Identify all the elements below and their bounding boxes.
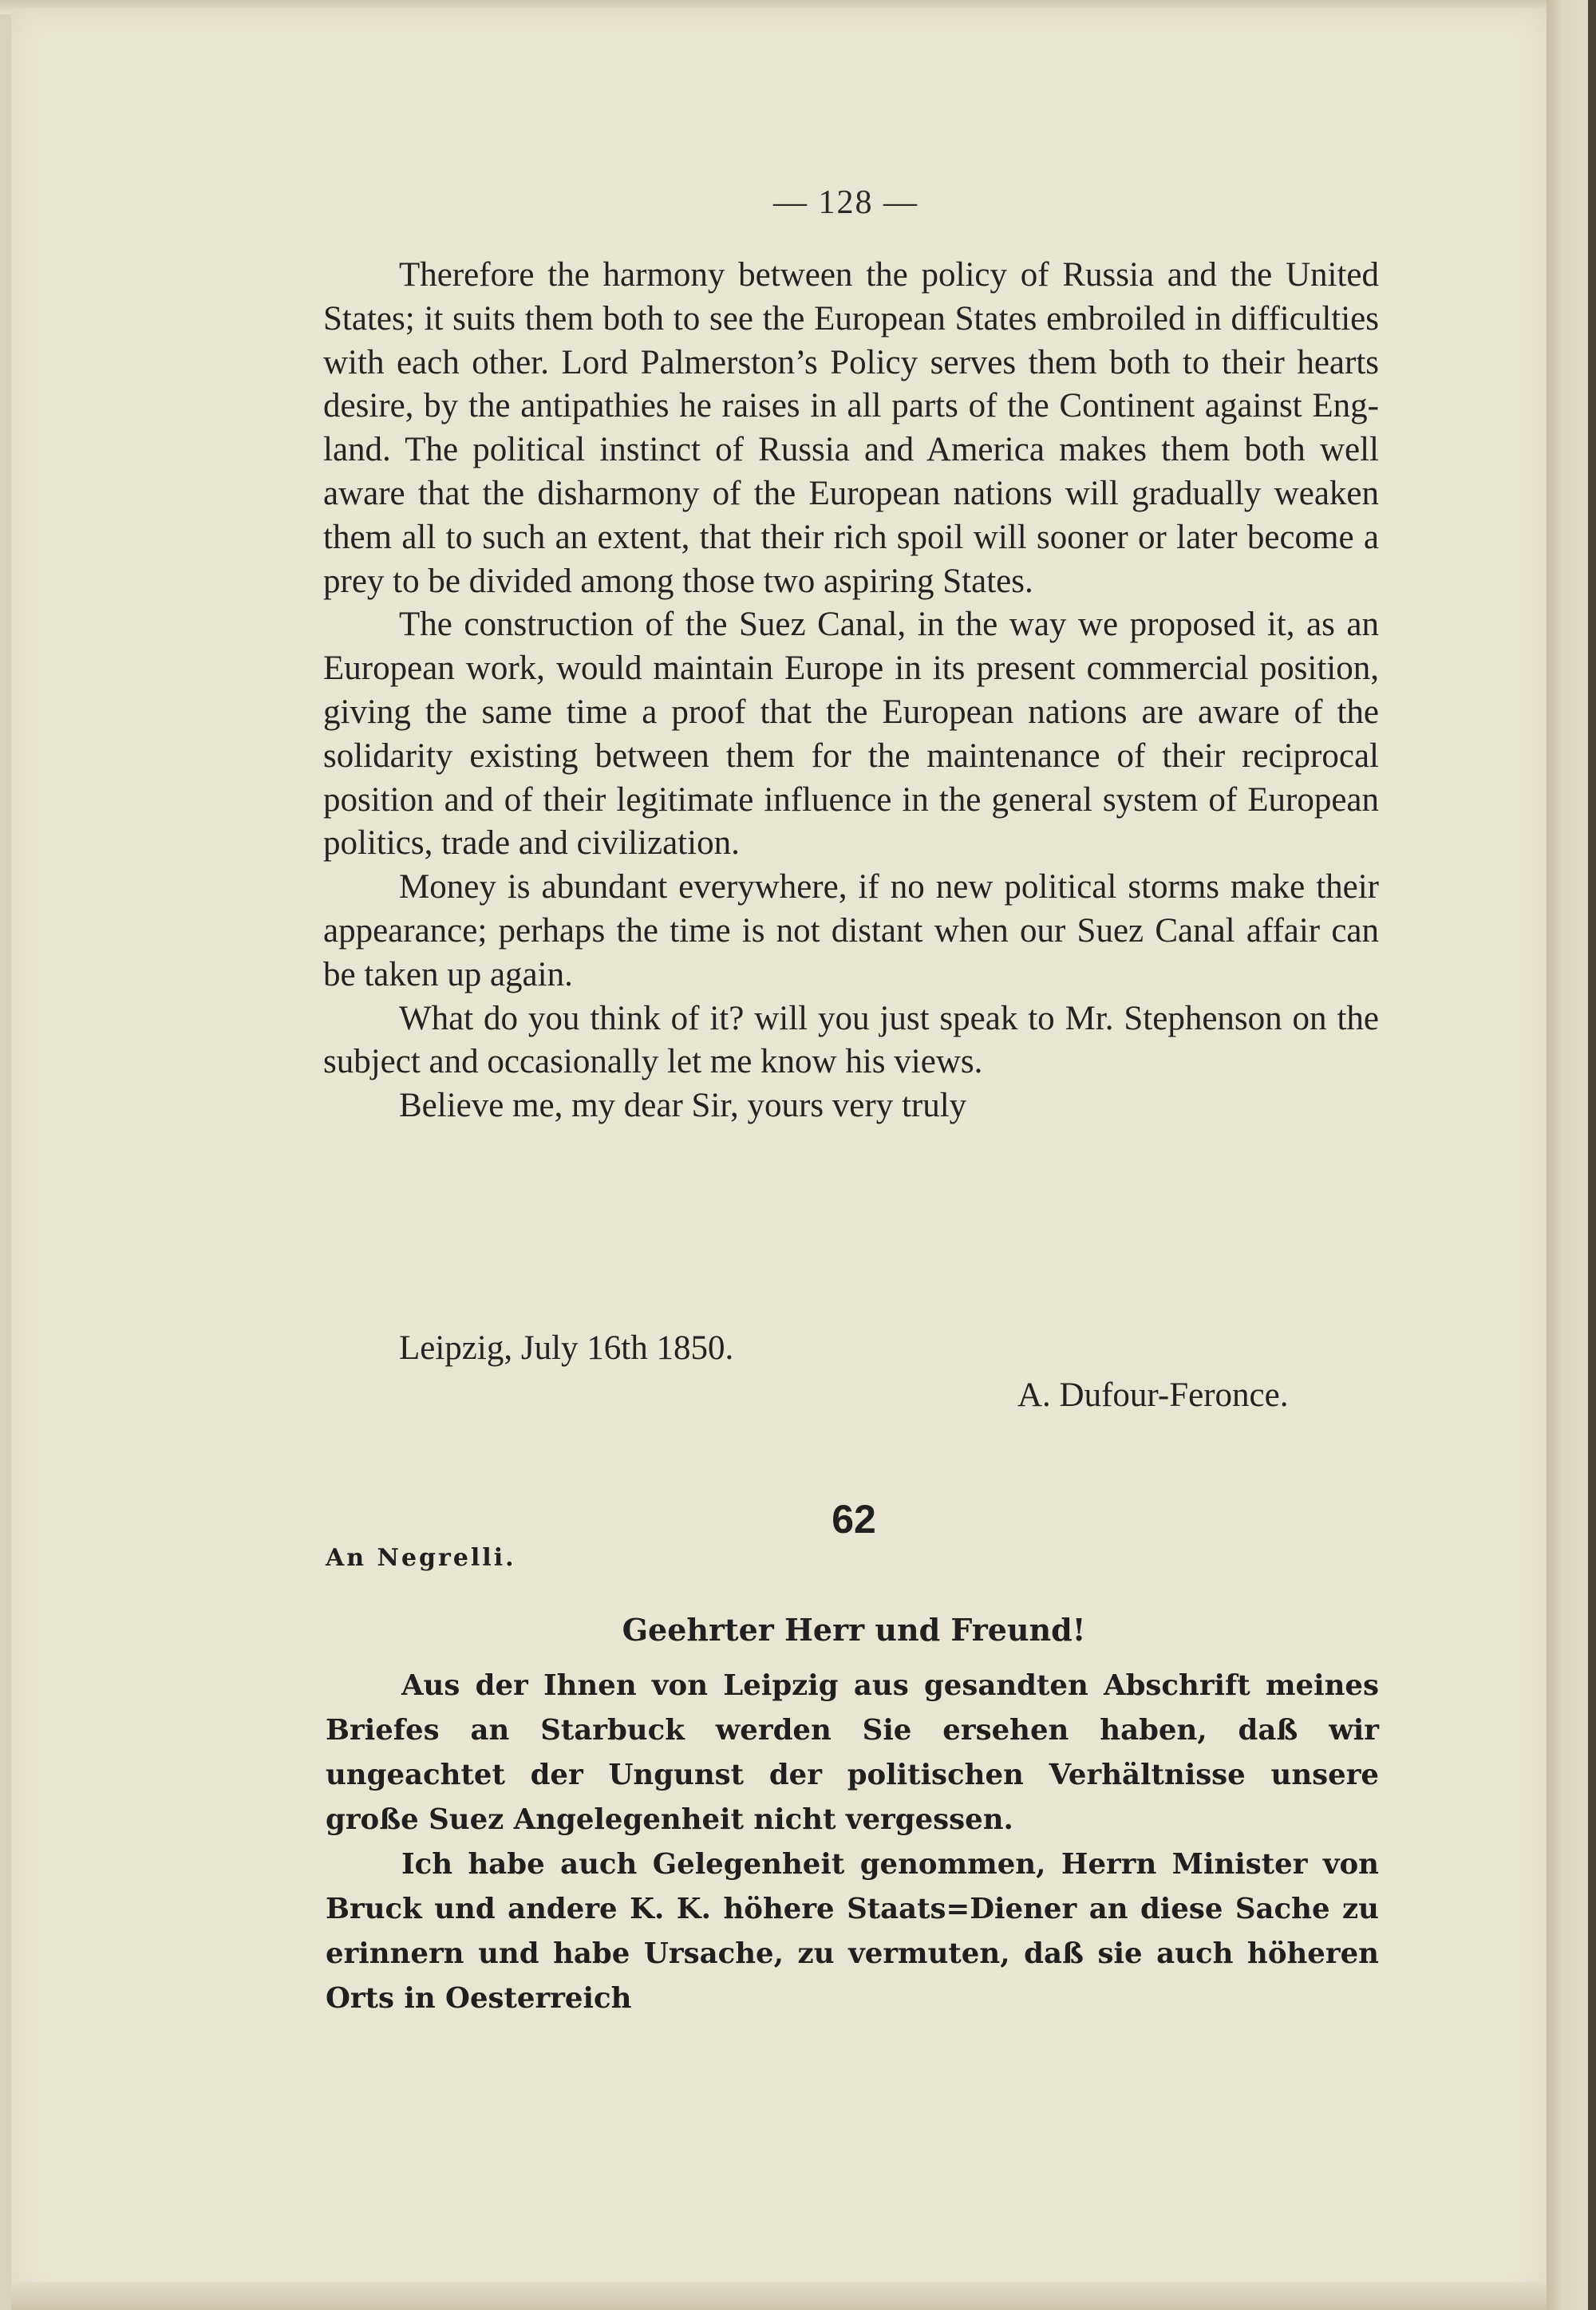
signature: A. Dufour-Feronce. (1017, 1376, 1289, 1414)
english-closing: Believe me, my dear Sir, yours very truly (399, 1087, 967, 1125)
english-letter-body (323, 254, 1379, 1128)
german-paragraph-2: Ich habe auch Gelegenheit genommen, Herrn Minister von Bruck und andere K. K. höhere Staats=Diener an diese Sache zu erinnern und habe Ursache, zu vermuten, daß sie auch höheren Orts in Oesterreich (326, 1848, 1379, 2015)
letter-number: 62 (832, 1497, 876, 1542)
english-paragraph-4: What do you think of it? will you just speak to Mr. Stephenson on the subject and occasionally let me know his views. (323, 999, 1379, 1081)
english-paragraph-3: Money is abundant everywhere, if no new political storms make their appearance; perhaps the time is not distant when our Suez Canal affair can be taken up again. (323, 868, 1379, 993)
english-paragraph-1: Therefore the harmony between the policy of Russia and the United States; it suits them both to see the European States embroiled in difficulties with each other. Lord Palmerston’s Policy serves them both to their hearts desire, by the antipathies he raises in all parts of the Continent against England. The political instinct of Russia and America makes them both well aware that the disharmony of the European nations will gradually weaken them all to such an extent, that their rich spoil will sooner or later become a prey to be divided among those two aspiring States. (323, 256, 1379, 600)
place-date: Leipzig, July 16th 1850. (399, 1329, 734, 1367)
german-letter-body (326, 1664, 1379, 2021)
english-paragraph-2: The construction of the Suez Canal, in the way we proposed it, as an European work, would maintain Europe in its present commercial position, giving the same time a proof that the European nations are aware of the solidarity existing between them for the maintenance of their reciprocal position and of their legitimate influence in the general system of European politics, trade and civilization. (323, 606, 1379, 863)
scan-edge (1588, 0, 1596, 2310)
addressee: An Negrelli. (326, 1544, 516, 1572)
salutation: Geehrter Herr und Freund! (622, 1612, 1086, 1648)
page-number: — 128 — (773, 184, 918, 221)
page-bottom-edge (11, 2282, 1547, 2310)
german-paragraph-1: Aus der Ihnen von Leipzig aus gesandten Abschrift meines Briefes an Starbuck werden Sie ersehen haben, daß wir ungeachtet der Ungunst der politischen Verhältnisse unsere große Suez Angelegenheit nicht vergessen. (326, 1669, 1379, 1836)
